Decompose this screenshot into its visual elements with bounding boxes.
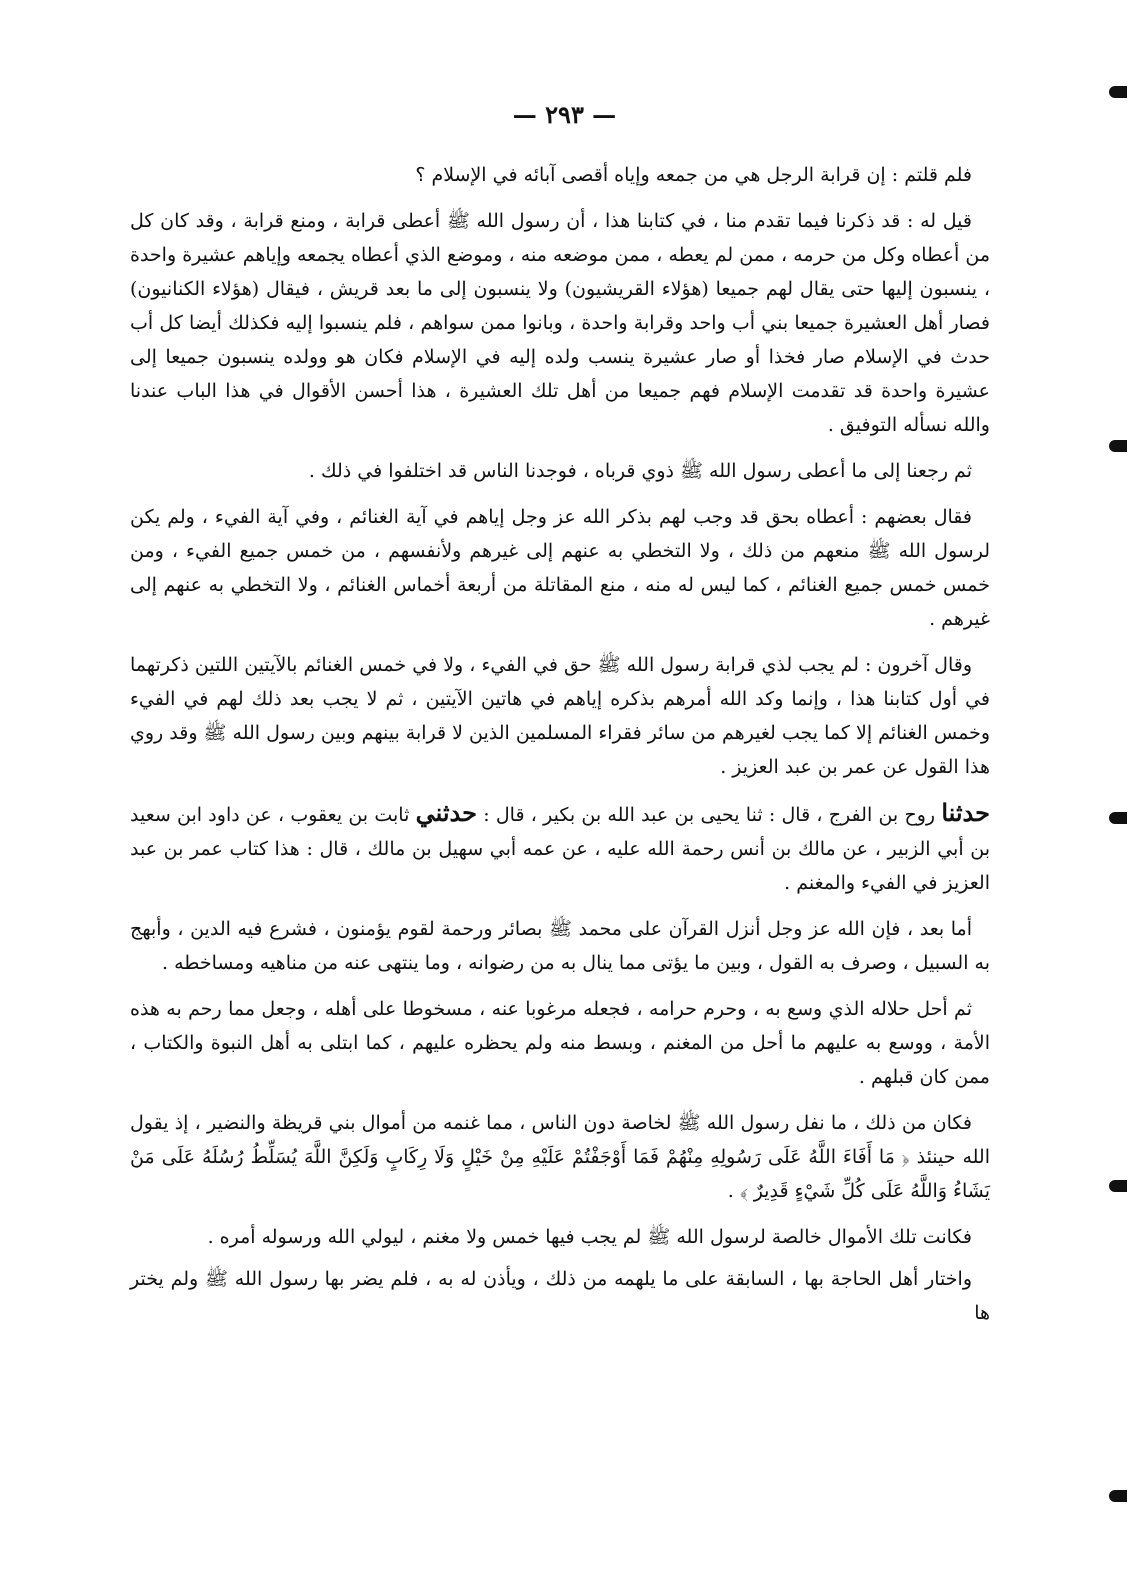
- margin-mark: [1109, 1180, 1127, 1192]
- page-number: — ٢٩٣ —: [512, 100, 617, 129]
- margin-mark: [1109, 86, 1127, 98]
- margin-mark: [1109, 440, 1127, 452]
- letter-paragraph: أما بعد ، فإن الله عز وجل أنزل القرآن على محمد ﷺ بصائر ورحمة لقوم يؤمنون ، فشرع فيه الدين ، وأبهج به السبيل ، وصرف به القول ، وبين ما يؤتى مما ينال به من رضوانه ، وما ينتهى عنه من مناهيه ومساخطه .: [130, 918, 990, 974]
- letter-paragraph: فكانت تلك الأموال خالصة لرسول الله ﷺ لم يجب فيها خمس ولا مغنم ، ليولي الله ورسوله أمره .: [207, 1226, 972, 1248]
- margin-mark: [1109, 1490, 1127, 1502]
- isnad-keyword: حدثنا: [941, 798, 990, 827]
- isnad-text: ثابت بن يعقوب ، عن داود ابن سعيد بن أبي الزبير ، عن مالك بن أنس رحمة الله عليه ، عن عمه أبي سهيل بن مالك ، قال : هذا كتاب عمر بن عبد العزيز في الفيء والمغنم .: [130, 804, 990, 894]
- letter-paragraph: ثم أحل حلاله الذي وسع به ، وحرم حرامه ، فجعله مرغوبا عنه ، مسخوطا على أهله ، وجعل مما رحم به هذه الأمة ، ووسع به عليهم ما أحل من المغنم ، وبسط منه ولم يحظره عليهم ، كما ابتلى به أهل النبوة والكتاب ، ممن كان قبلهم .: [130, 998, 990, 1088]
- hadith-chain: [130, 796, 990, 900]
- body-paragraph: ثم رجعنا إلى ما أعطى رسول الله ﷺ ذوي قرباه ، فوجدنا الناس قد اختلفوا في ذلك .: [308, 460, 972, 482]
- letter-paragraph: واختار أهل الحاجة بها ، السابقة على ما يلهمه من ذلك ، ويأذن له به ، فلم يضر بها رسول الله ﷺ ولم يختر ها: [130, 1268, 990, 1324]
- margin-mark: [1109, 812, 1127, 824]
- isnad-keyword: حدثني: [415, 798, 477, 827]
- isnad-text: روح بن الفرج ، قال : ثنا يحيى بن عبد الله بن بكير ، قال :: [476, 804, 942, 826]
- body-paragraph: وقال آخرون : لم يجب لذي قرابة رسول الله ﷺ حق في الفيء ، ولا في خمس الغنائم بالآيتين اللتين ذكرتهما في أول كتابنا هذا ، وإنما وكد الله أمرهم بذكره إياهم في هاتين الآيتين ، ثم لا يجب بعد ذلك لهم في الفيء وخمس الغنائم إلا كما يجب لغيرهم من سائر فقراء المسلمين الذين لا قرابة بينهم وبين رسول الله ﷺ وقد روي هذا القول عن عمر بن عبد العزيز .: [130, 654, 990, 778]
- question-paragraph: فلم قلتم : إن قرابة الرجل هي من جمعه وإياه أقصى آبائه في الإسلام ؟: [415, 164, 972, 186]
- answer-paragraph: قيل له : قد ذكرنا فيما تقدم منا ، في كتابنا هذا ، أن رسول الله ﷺ أعطى قرابة ، ومنع قرابة ، وقد كان كل من أعطاه وكل من حرمه ، ممن لم يعطه ، ممن موضعه منه ، وموضع الذي أعطاه يجمعه وإياهم عشيرة واحدة ، ينسبون إليها حتى يقال لهم جميعا (هؤلاء القريشيون) ولا ينسبون إلى ما بعد قريش ، فيقال (هؤلاء الكنانيون) فصار أهل العشيرة جميعا بني أب واحد وقرابة واحدة ، وبانوا ممن سواهم ، فلم ينسبوا إليه فكذلك أيضا كل أب حدث في الإسلام صار فخذا أو صار عشيرة ينسب ولده إليه في الإسلام فكان هو وولده ينسبون جميعا إلى عشيرة واحدة قد تقدمت الإسلام فهم جميعا من أهل تلك العشيرة ، هذا أحسن الأقوال في هذا الباب عندنا والله نسأله التوفيق .: [130, 210, 990, 436]
- letter-paragraph: فكان من ذلك ، ما نفل رسول الله ﷺ لخاصة دون الناس ، مما غنمه من أموال بني قريظة والنضير ، إذ يقول الله حينئذ ﴿ مَا أَفَاءَ اللَّهُ عَلَى رَسُولِهِ مِنْهُمْ فَمَا أَوْجَفْتُمْ عَلَيْهِ مِنْ خَيْلٍ وَلَا رِكَابٍ وَلَكِنَّ اللَّهَ يُسَلِّطُ رُسُلَهُ عَلَى مَنْ يَشَاءُ وَاللَّهُ عَلَى كُلِّ شَيْءٍ قَدِيرٌ ﴾ .: [130, 1112, 990, 1202]
- page-body: [130, 158, 990, 1339]
- body-paragraph: فقال بعضهم : أعطاه بحق قد وجب لهم بذكر الله عز وجل إياهم في آية الغنائم ، وفي آية الفيء ، ولم يكن لرسول الله ﷺ منعهم من ذلك ، ولا التخطي به عنهم إلى غيرهم ولأنفسهم ، من خمس جميع الفيء ، ومن خمس خمس جميع الغنائم ، كما ليس له منه ، منع المقاتلة من أربعة أخماس الغنائم ، ولا التخطي به عنهم إلى غيرهم .: [130, 506, 990, 630]
